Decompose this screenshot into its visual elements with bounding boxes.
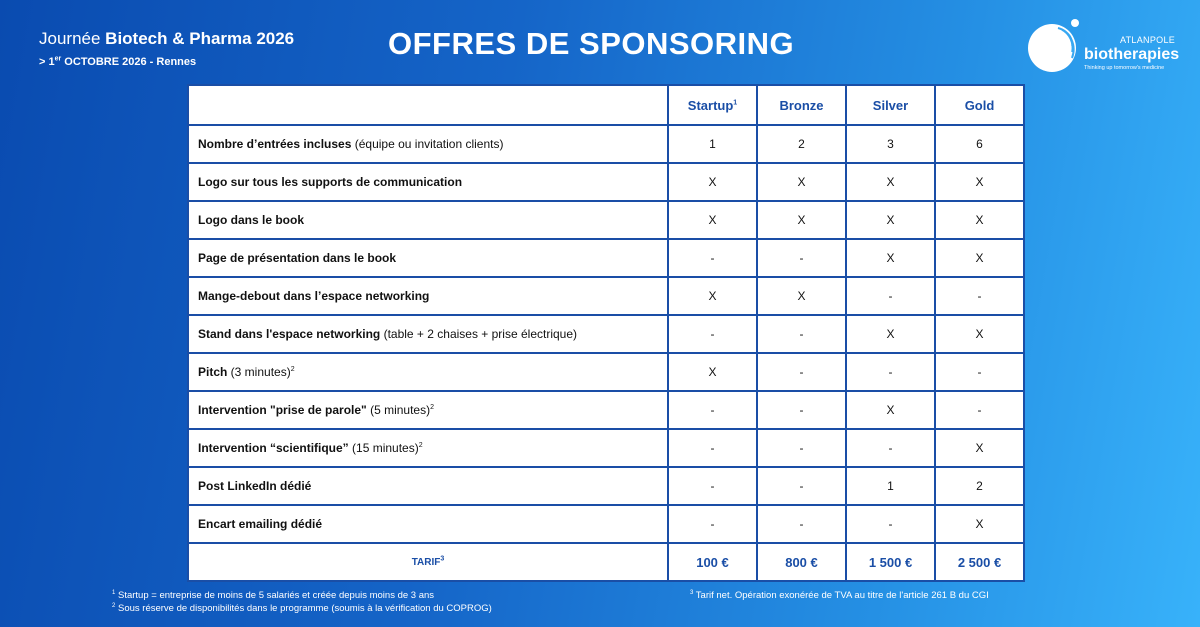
column-label: Startup: [687, 97, 734, 113]
row-value: 1: [846, 467, 935, 505]
row-label-bold: Mange-debout dans l’espace networking: [198, 289, 430, 303]
row-value: X: [846, 315, 935, 353]
tarif-label: [188, 543, 668, 581]
event-date: [39, 56, 196, 69]
row-label: [188, 201, 668, 239]
footnote-3: [690, 590, 989, 602]
event-title-bold: Biotech & Pharma 2026: [105, 29, 295, 48]
row-label-detail: (3 minutes): [227, 365, 291, 379]
row-value: -: [757, 505, 846, 543]
table-row: [188, 315, 1024, 353]
row-value: -: [668, 467, 757, 505]
row-value: 6: [935, 125, 1024, 163]
row-label-detail: (5 minutes): [366, 403, 431, 417]
row-value: -: [668, 391, 757, 429]
row-value: X: [668, 277, 757, 315]
page-title: OFFRES DE SPONSORING: [388, 26, 795, 61]
row-value: X: [757, 277, 846, 315]
date-sup: er: [54, 55, 62, 63]
column-header-silver: [846, 85, 935, 125]
row-value: X: [668, 201, 757, 239]
row-value: X: [757, 163, 846, 201]
row-label-sup: 2: [290, 366, 295, 373]
row-label-bold: Encart emailing dédié: [198, 517, 323, 531]
row-label-sup: 2: [418, 442, 423, 449]
table-row: [188, 505, 1024, 543]
logo-name: biotherapies: [1084, 46, 1180, 63]
column-label: Silver: [872, 97, 909, 113]
footnote-sup: 1: [112, 589, 116, 596]
row-value: X: [935, 315, 1024, 353]
row-label-bold: Logo sur tous les supports de communication: [198, 175, 463, 189]
row-label-detail: (table + 2 chaises + prise électrique): [380, 327, 578, 341]
table-row: [188, 277, 1024, 315]
row-value: X: [935, 505, 1024, 543]
event-title-light: Journée: [39, 29, 106, 48]
row-label-bold: Intervention “scientifique”: [198, 441, 349, 455]
row-value: -: [668, 429, 757, 467]
row-value: 1: [668, 125, 757, 163]
tarif-price: 100 €: [668, 543, 757, 581]
date-prefix: > 1: [39, 56, 55, 68]
row-label-bold: Page de présentation dans le book: [198, 251, 397, 265]
row-value: -: [668, 505, 757, 543]
row-label: [188, 163, 668, 201]
tarif-label-text: TARIF: [411, 556, 441, 568]
footnote-2: [112, 603, 492, 615]
row-value: -: [846, 429, 935, 467]
row-value: -: [935, 353, 1024, 391]
row-value: X: [935, 201, 1024, 239]
row-value: 2: [757, 125, 846, 163]
table-row: [188, 163, 1024, 201]
atlanpole-logo: [1028, 14, 1180, 76]
header-empty-cell: [188, 85, 668, 125]
row-label-sup: 2: [430, 404, 435, 411]
tarif-price: 1 500 €: [846, 543, 935, 581]
logo-org: ATLANPOLE: [1120, 35, 1176, 45]
row-value: -: [935, 391, 1024, 429]
row-label: [188, 125, 668, 163]
footnote-text: Sous réserve de disponibilités dans le programme (soumis à la vérification du COPROG): [115, 603, 492, 614]
row-value: X: [935, 429, 1024, 467]
logo-circle-icon: [1028, 14, 1088, 76]
row-value: X: [935, 239, 1024, 277]
row-value: -: [846, 505, 935, 543]
row-value: -: [757, 239, 846, 277]
row-value: -: [846, 353, 935, 391]
table-row: [188, 391, 1024, 429]
row-label-bold: Stand dans l'espace networking: [198, 327, 381, 341]
row-value: -: [757, 467, 846, 505]
row-label: [188, 505, 668, 543]
footnote-sup: 2: [112, 602, 116, 609]
tarif-price: 800 €: [757, 543, 846, 581]
row-value: X: [668, 353, 757, 391]
row-label-bold: Intervention "prise de parole": [198, 403, 367, 417]
row-label-detail: (équipe ou invitation clients): [351, 137, 504, 151]
row-label-bold: Logo dans le book: [198, 213, 305, 227]
logo-tagline: Thinking up tomorrow's medicine: [1084, 65, 1165, 71]
row-value: X: [846, 239, 935, 277]
row-value: -: [757, 429, 846, 467]
row-value: X: [846, 201, 935, 239]
table-row: [188, 125, 1024, 163]
row-label-bold: Nombre d’entrées incluses: [198, 137, 352, 151]
table-header-row: [188, 85, 1024, 125]
row-label: [188, 429, 668, 467]
sponsoring-table: [187, 84, 1025, 582]
row-value: -: [757, 391, 846, 429]
tarif-sup: 3: [440, 555, 445, 563]
row-value: 3: [846, 125, 935, 163]
row-label: [188, 315, 668, 353]
row-label: [188, 391, 668, 429]
row-value: 2: [935, 467, 1024, 505]
tarif-price: 2 500 €: [935, 543, 1024, 581]
row-label: [188, 353, 668, 391]
row-value: X: [935, 163, 1024, 201]
footnote-1: [112, 590, 434, 602]
column-label: Gold: [964, 97, 995, 113]
row-label-bold: Post LinkedIn dédié: [198, 479, 312, 493]
column-header-bronze: [757, 85, 846, 125]
column-label: Bronze: [779, 97, 824, 113]
row-label-bold: Pitch: [198, 365, 228, 379]
column-header-gold: [935, 85, 1024, 125]
row-value: X: [846, 163, 935, 201]
row-value: -: [668, 239, 757, 277]
tarif-row: [188, 543, 1024, 581]
column-sup: 1: [733, 99, 738, 107]
row-value: -: [757, 353, 846, 391]
row-value: -: [668, 315, 757, 353]
row-value: X: [668, 163, 757, 201]
row-label: [188, 467, 668, 505]
row-value: -: [757, 315, 846, 353]
table-row: [188, 201, 1024, 239]
table-row: [188, 239, 1024, 277]
row-value: -: [846, 277, 935, 315]
row-value: X: [757, 201, 846, 239]
row-label: [188, 277, 668, 315]
column-header-startup: [668, 85, 757, 125]
table-row: [188, 467, 1024, 505]
row-label-detail: (15 minutes): [348, 441, 419, 455]
table-row: [188, 353, 1024, 391]
row-label: [188, 239, 668, 277]
table-row: [188, 429, 1024, 467]
footnote-sup: 3: [690, 589, 694, 596]
footnote-text: Tarif net. Opération exonérée de TVA au titre de l'article 261 B du CGI: [693, 590, 989, 601]
row-value: X: [846, 391, 935, 429]
row-value: -: [935, 277, 1024, 315]
date-rest: OCTOBRE 2026 - Rennes: [61, 56, 197, 68]
event-title: [39, 29, 294, 49]
footnote-text: Startup = entreprise de moins de 5 salariés et créée depuis moins de 3 ans: [115, 590, 435, 601]
